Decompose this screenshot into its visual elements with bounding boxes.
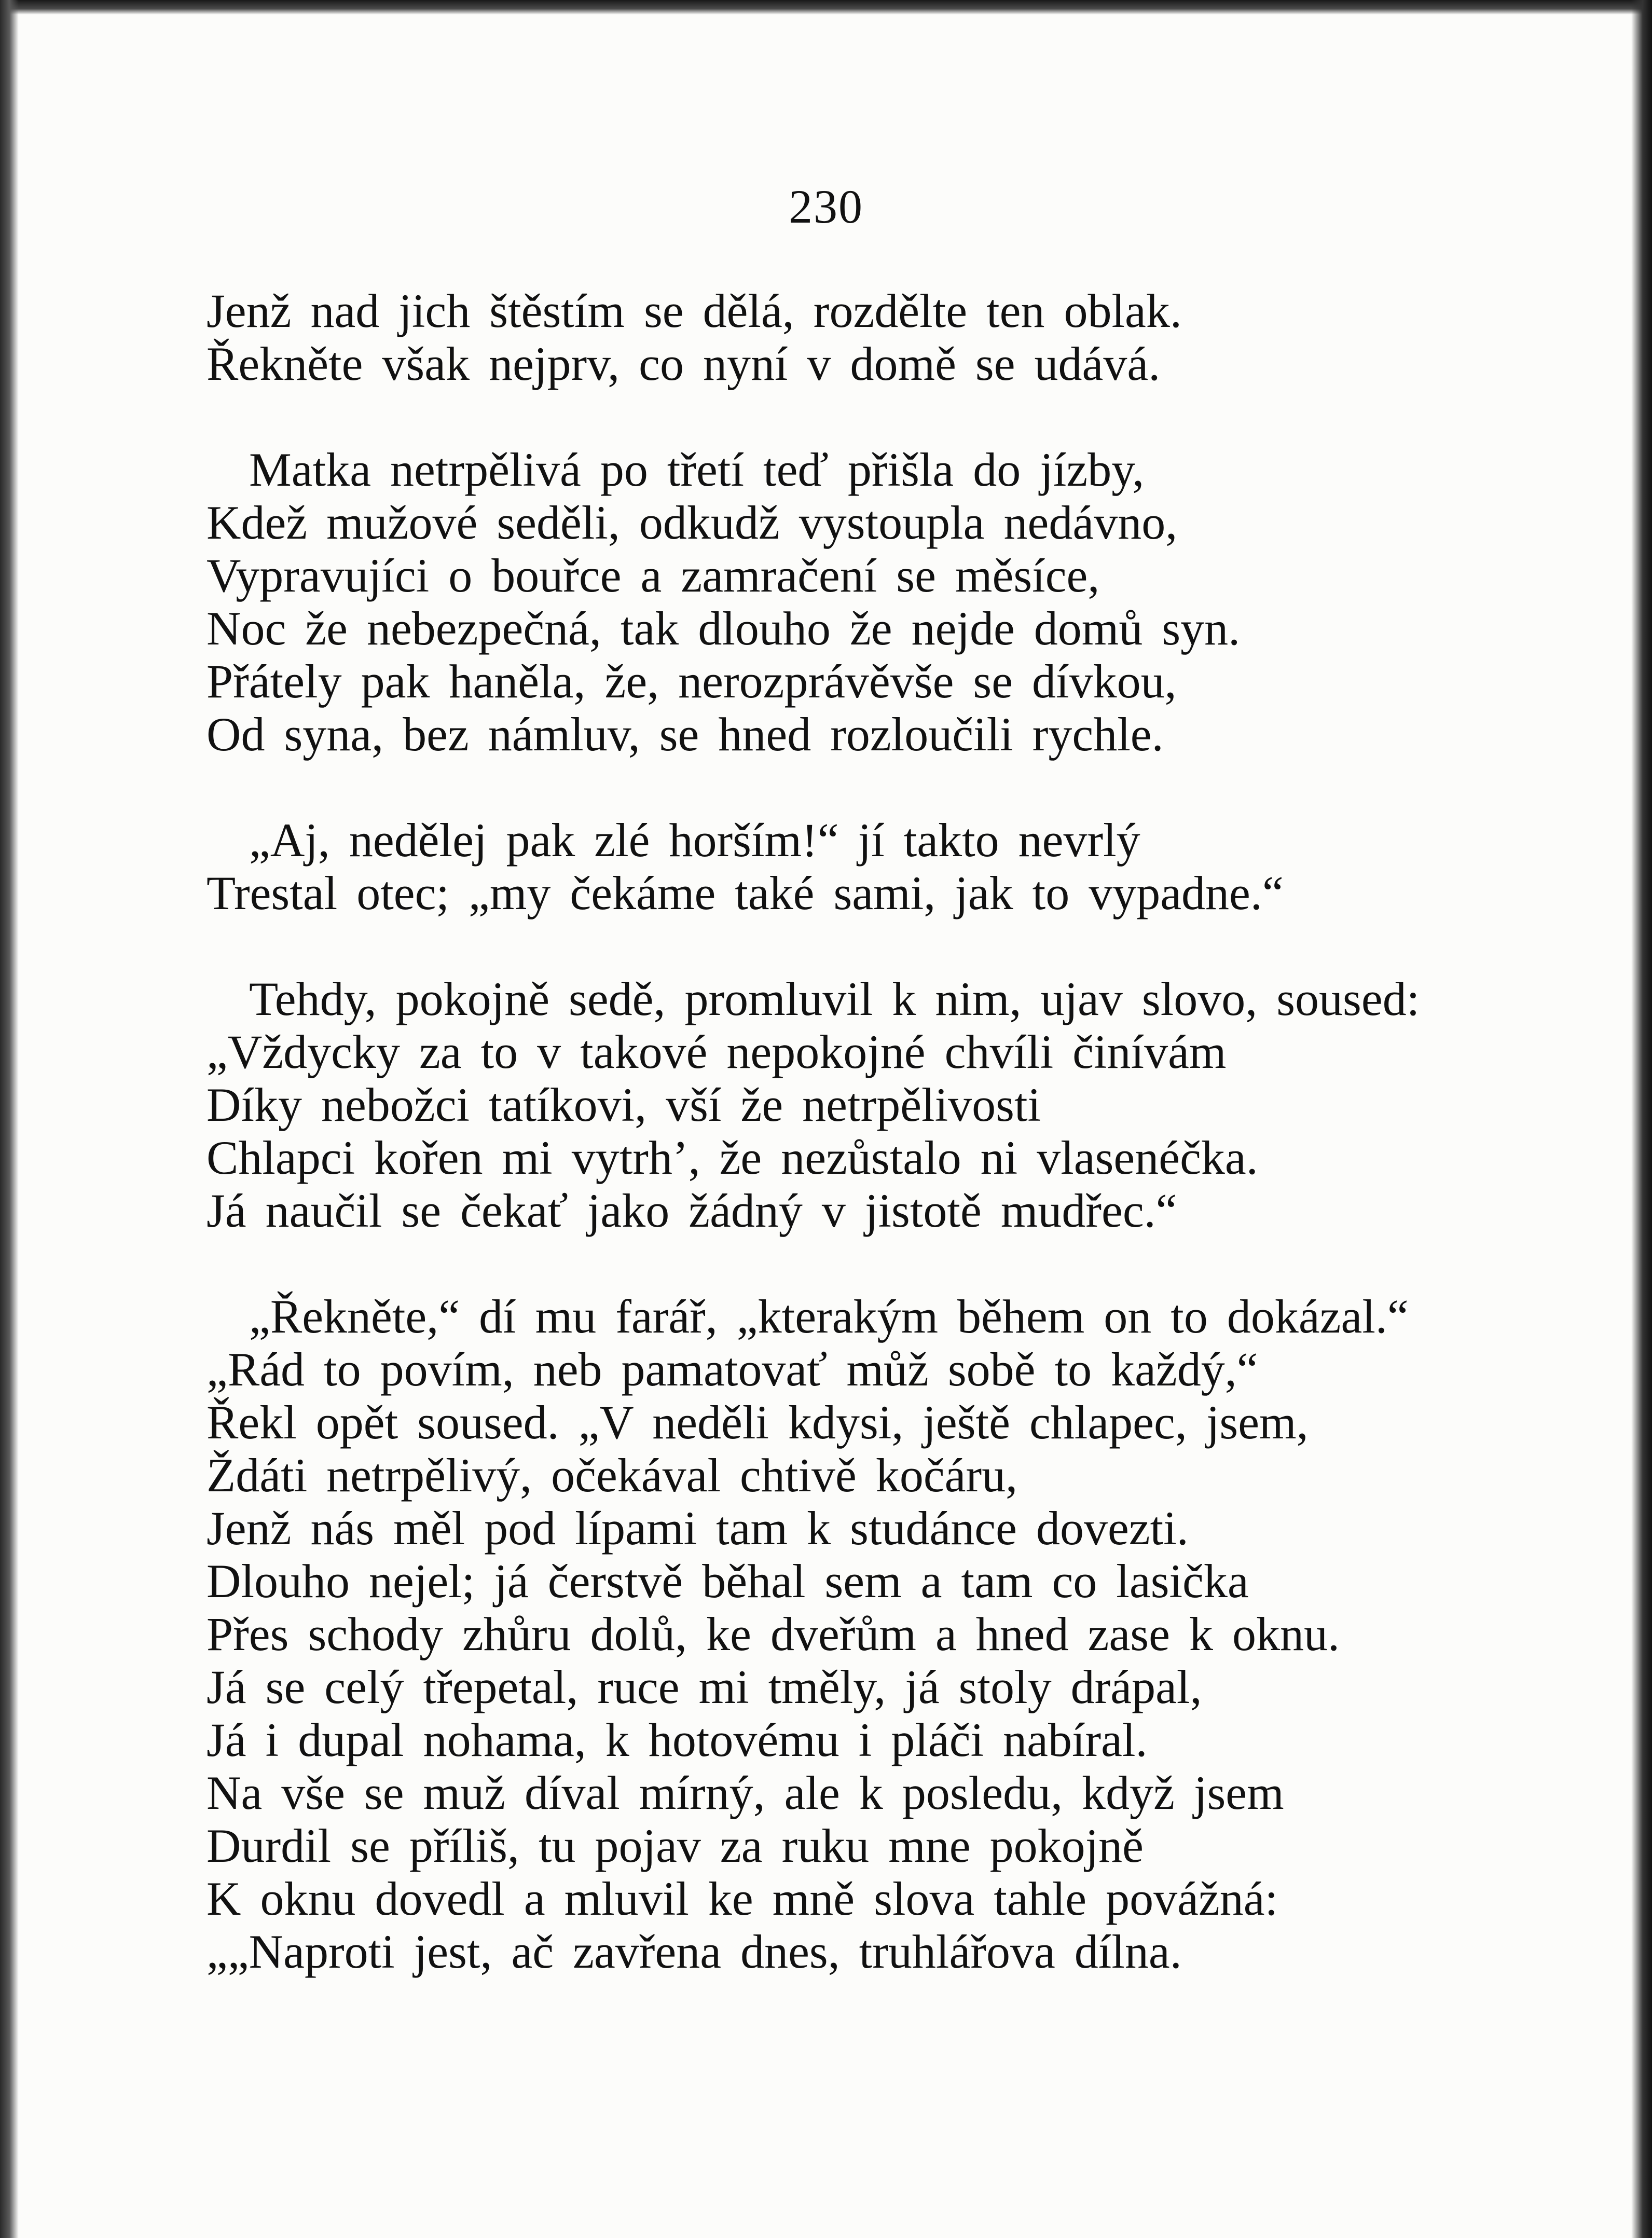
verse-line: Já se celý třepetal, ruce mi tměly, já stoly drápal, [206,1660,1202,1713]
stanza [206,443,1472,761]
verse-line: Vypravujíci o bouřce a zamračení se měsíce, [206,549,1100,602]
page-number: 230 [789,180,863,233]
verse-line: Na vše se muž díval mírný, ale k posledu, když jsem [206,1766,1284,1819]
stanza [206,284,1472,390]
verse-line: Dlouho nejel; já čerstvě běhal sem a tam co lasička [206,1555,1249,1608]
verse-line: K oknu dovedl a mluvil ke mně slova tahle povážná: [206,1872,1278,1925]
verse-line: Od syna, bez námluv, se hned rozloučili rychle. [206,708,1164,761]
verse-line: Matka netrpělivá po třetí teď přišla do jízby, [249,443,1145,496]
verse-line: Chlapci kořen mi vytrh’, že nezůstalo ni vlasenéčka. [206,1131,1258,1184]
verse-line: Řekněte však nejprv, co nyní v domě se udává. [206,337,1161,390]
verse-line: Řekl opět soused. „V neděli kdysi, ještě chlapec, jsem, [206,1396,1309,1449]
verse-line: Kdež mužové seděli, odkudž vystoupla nedávno, [206,496,1178,549]
stanza [206,1290,1472,1978]
verse-line: Durdil se příliš, tu pojav za ruku mne pokojně [206,1819,1144,1872]
verse-line: Díky nebožci tatíkovi, vší že netrpělivosti [206,1078,1041,1131]
verse-line: Přátely pak haněla, že, nerozprávěvše se dívkou, [206,655,1177,708]
verse-line: Tehdy, pokojně sedě, promluvil k nim, ujav slovo, soused: [249,972,1420,1025]
verse-line: „Řekněte,“ dí mu farář, „kterakým během on to dokázal.“ [249,1290,1409,1343]
verse-line: „Aj, nedělej pak zlé horším!“ jí takto nevrlý [249,814,1140,867]
verse-line: Jenž nás měl pod lípami tam k studánce dovezti. [206,1502,1189,1555]
verse-line: „Rád to povím, neb pamatovať můž sobě to každý,“ [206,1343,1258,1396]
stanza [206,972,1472,1237]
verse-line: Přes schody zhůru dolů, ke dveřům a hned zase k oknu. [206,1608,1340,1660]
verse-line: Já i dupal nohama, k hotovému i pláči nabíral. [206,1713,1148,1766]
verse-line: „„Naproti jest, ač zavřena dnes, truhlářova dílna. [206,1925,1182,1978]
verse-line: Já naučil se čekať jako žádný v jistotě mudřec.“ [206,1184,1177,1237]
stanza [206,814,1472,919]
verse-line: Jenž nad jich štěstím se dělá, rozdělte ten oblak. [206,284,1182,337]
poem-text [206,284,1472,1978]
verse-line: Trestal otec; „my čekáme také sami, jak to vypadne.“ [206,867,1284,919]
scan-edge-left [0,0,19,2238]
scan-edge-right [1631,0,1652,2238]
verse-line: Noc že nebezpečná, tak dlouho že nejde domů syn. [206,602,1241,655]
verse-line: „Vždycky za to v takové nepokojné chvíli činívám [206,1025,1227,1078]
scan-edge-top [0,0,1652,15]
verse-line: Ždáti netrpělivý, očekával chtivě kočáru, [206,1449,1018,1502]
